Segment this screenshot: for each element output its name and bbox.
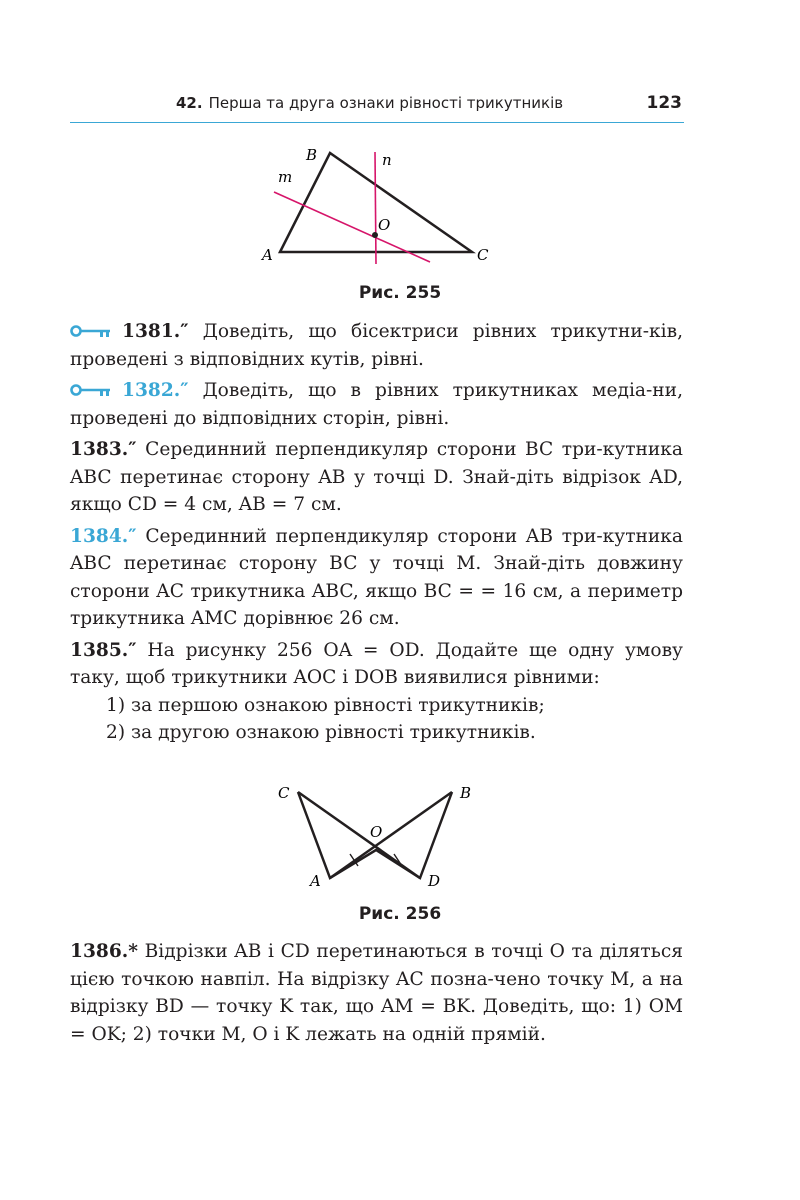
label-b: B <box>460 784 472 802</box>
difficulty-mark: ″ <box>180 380 189 401</box>
problem-1384 <box>70 523 683 633</box>
problem-text: Доведіть, що бісектриси рівних трикутни-ків, проведені з відповідних кутів, рівні. <box>70 321 683 370</box>
problems-block-1 <box>70 318 683 747</box>
label-o: O <box>378 216 391 234</box>
problem-1383 <box>70 436 683 519</box>
problem-1385 <box>70 637 683 692</box>
problem-number: 1385. <box>70 639 129 661</box>
difficulty-mark: ″ <box>180 321 189 342</box>
difficulty-mark: ″ <box>128 639 137 661</box>
problem-number: 1381. <box>122 321 181 342</box>
figure-256-caption: Рис. 256 <box>358 904 442 924</box>
segment-ab <box>330 792 452 878</box>
label-b: B <box>306 146 318 164</box>
problem-number: 1386. <box>70 941 129 962</box>
label-c: C <box>278 784 290 802</box>
key-icon <box>70 383 112 397</box>
difficulty-mark: * <box>128 941 138 962</box>
label-c: C <box>477 246 489 264</box>
running-header <box>70 92 684 123</box>
label-n: n <box>382 151 392 169</box>
difficulty-mark: ″ <box>128 439 137 460</box>
section-number: 42. <box>176 94 203 112</box>
section-title: Перша та друга ознаки рівності трикутників <box>208 94 564 112</box>
page-number: 123 <box>646 93 682 113</box>
label-a: A <box>310 872 321 890</box>
figure-255-caption: Рис. 255 <box>358 283 442 303</box>
problem-1381 <box>70 318 683 373</box>
label-d: D <box>428 872 441 890</box>
figure-256 <box>270 780 490 895</box>
label-a: A <box>262 246 273 264</box>
problem-number: 1382. <box>122 380 181 401</box>
label-m: m <box>278 168 293 186</box>
problem-1385-item-2: 2) за другою ознакою рівності трикутників. <box>106 722 536 743</box>
label-o: O <box>370 823 383 841</box>
section-heading <box>176 94 563 112</box>
problem-1382 <box>70 377 683 432</box>
figure-255 <box>250 140 510 270</box>
problem-text: На рисунку 256 OA = OD. Додайте ще одну умову таку, щоб трикутники AOC і DOB виявилися рівними: <box>70 639 683 688</box>
problem-number: 1383. <box>70 439 129 460</box>
line-n <box>375 152 376 264</box>
key-icon <box>70 324 112 338</box>
difficulty-mark: ″ <box>128 525 137 547</box>
problems-block-2 <box>70 938 683 1052</box>
problem-text: Відрізки AB і CD перетинаються в точці O та діляться цією точкою навпіл. На відрізку AC позна-чено точку M, а на відрізку BD — точку K так, що AM = BK. Доведіть, що: 1) OM = OK; 2) точки M, O і K лежать на одній прямій. <box>70 941 683 1045</box>
problem-number: 1384. <box>70 525 129 547</box>
problem-1386 <box>70 938 683 1048</box>
problem-text: Доведіть, що в рівних трикутниках медіа-ни, проведені до відповідних сторін, рівні. <box>70 380 683 429</box>
problem-text: Серединний перпендикуляр сторони BC три-кутника ABC перетинає сторону AB у точці D. Знай-діть відрізок AD, якщо CD = 4 см, AB = 7 см. <box>70 439 684 515</box>
problem-text: Серединний перпендикуляр сторони AB три-кутника ABC перетинає сторону BC у точці M. Знай-діть довжину сторони AC трикутника ABC, якщо BC = = 16 см, а периметр трикутника AMC дорівнює 26 см. <box>70 525 683 629</box>
problem-1385-item-1: 1) за першою ознакою рівності трикутників; <box>106 694 545 716</box>
